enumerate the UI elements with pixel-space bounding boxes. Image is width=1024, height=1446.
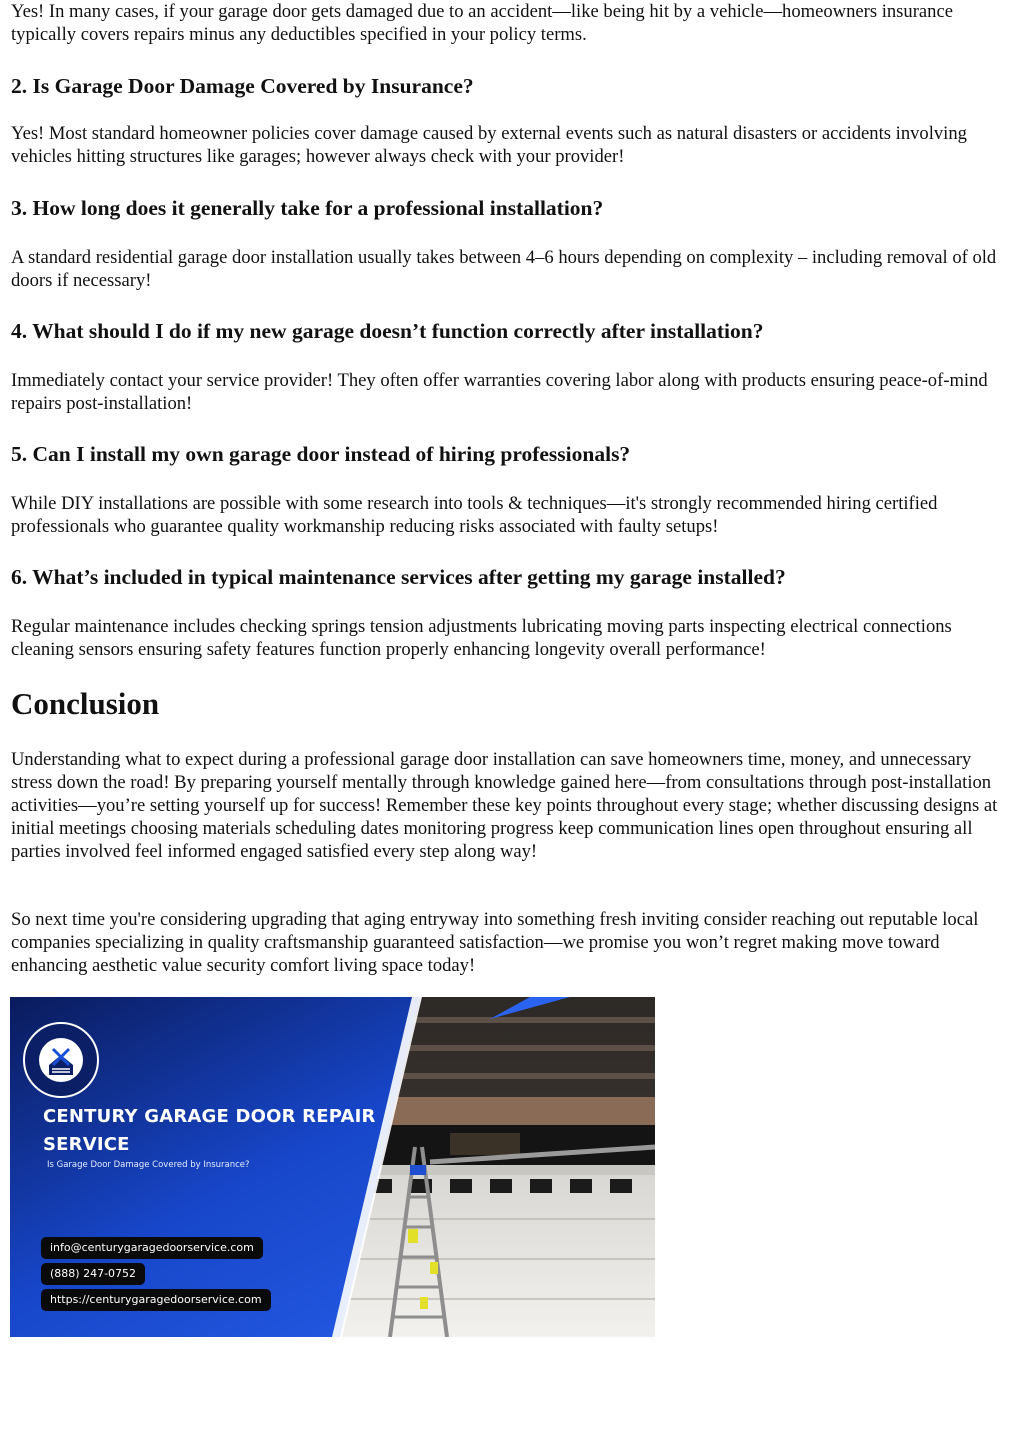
faq-question-2: 2. Is Garage Door Damage Covered by Insurance? (11, 74, 474, 98)
banner-title: CENTURY GARAGE DOOR REPAIR SERVICE (43, 1106, 376, 1155)
faq-answer-6: Regular maintenance includes checking springs tension adjustments lubricating moving parts inspecting electrical connections cleaning sensors ensuring safety features function properly enhancing longevity overall performance! (11, 616, 952, 660)
faq-answer-2: Yes! Most standard homeowner policies cover damage caused by external events such as natural disasters or accidents involving vehicles hitting structures like garages; however always check with your provider! (11, 123, 967, 167)
faq-answer-3: A standard residential garage door installation usually takes between 4–6 hours depending on complexity – including removal of old doors if necessary! (11, 247, 997, 291)
faq-answer-5: While DIY installations are possible with some research into tools & techniques—it's strongly recommended hiring certified professionals who guarantee quality workmanship reducing risks associated with faulty setups! (11, 493, 938, 537)
conclusion-heading: Conclusion (11, 686, 160, 721)
conclusion-paragraph-2: So next time you're considering upgrading that aging entryway into something fresh inviting consider reaching out reputable local companies specializing in quality craftsmanship guaranteed satisfaction—we promise you won’t regret making move toward enhancing aesthetic value security comfort living space today! (11, 909, 979, 976)
banner-subtitle: Is Garage Door Damage Covered by Insurance? (47, 1160, 250, 1170)
promo-banner-image (10, 997, 655, 1337)
intro-answer: Yes! In many cases, if your garage door gets damaged due to an accident—like being hit by a vehicle—homeowners insurance typically covers repairs minus any deductibles specified in your policy terms. (11, 1, 953, 45)
faq-question-5: 5. Can I install my own garage door instead of hiring professionals? (11, 442, 631, 466)
company-logo (22, 1021, 100, 1099)
faq-question-4: 4. What should I do if my new garage doesn’t function correctly after installation? (11, 319, 764, 343)
conclusion-paragraph-1: Understanding what to expect during a professional garage door installation can save homeowners time, money, and unnecessary stress down the road! By preparing yourself mentally through knowledge gained here—from consultations through post-installation activities—you’re setting yourself up for success! Remember these key points throughout every stage; whether discussing designs at initial meetings choosing materials scheduling dates monitoring progress keep communication lines open throughout ensuring all parties involved feel informed engaged satisfied every step along way! (11, 749, 998, 862)
faq-question-3: 3. How long does it generally take for a professional installation? (11, 196, 604, 220)
website-pill: https://centurygaragedoorservice.com (41, 1289, 271, 1311)
faq-answer-4: Immediately contact your service provider! They often offer warranties covering labor along with products ensuring peace-of-mind repairs post-installation! (11, 370, 988, 414)
email-pill: info@centurygaragedoorservice.com (41, 1237, 263, 1259)
faq-question-6: 6. What’s included in typical maintenance services after getting my garage installed? (11, 565, 786, 589)
phone-pill: (888) 247-0752 (41, 1263, 145, 1285)
